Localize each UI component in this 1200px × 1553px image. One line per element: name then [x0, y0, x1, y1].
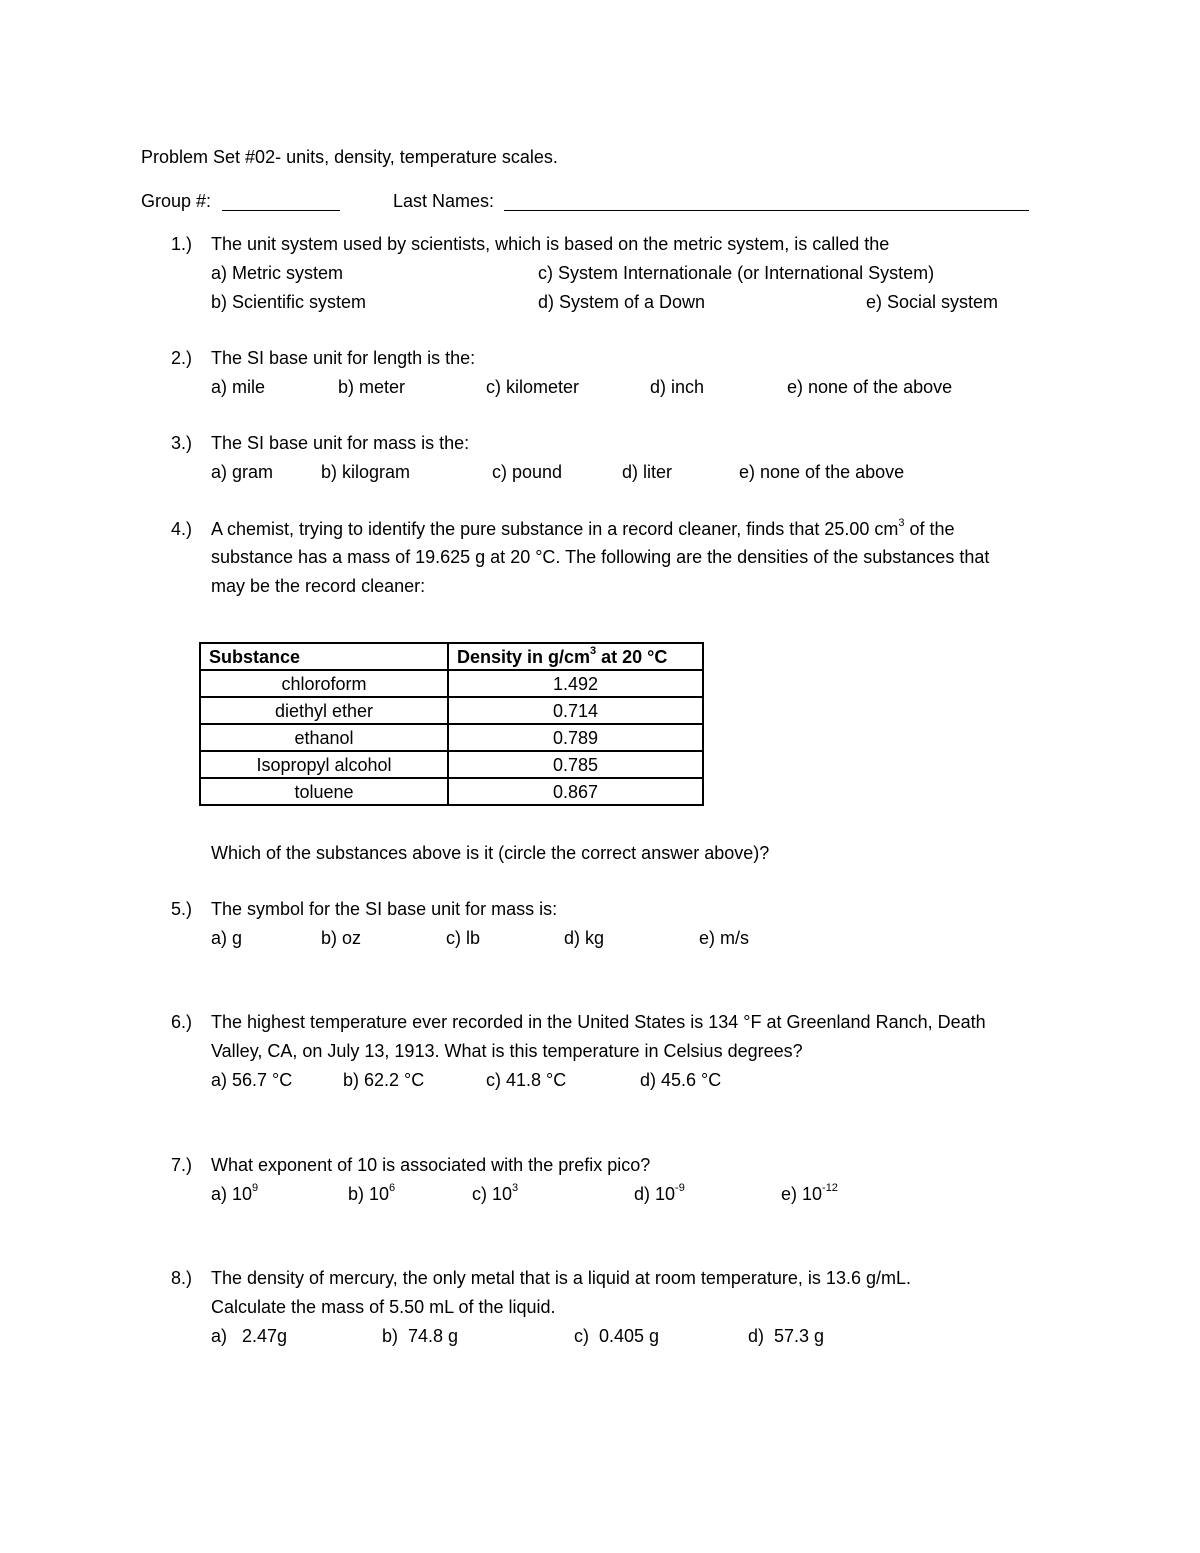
question-4-line-3: may be the record cleaner: [211, 576, 426, 596]
q7-d-base: d) 10 [634, 1184, 676, 1204]
question-4-line-1 [211, 518, 955, 540]
density-cell: 1.492 [448, 670, 703, 697]
density-cell: 0.714 [448, 697, 703, 724]
question-number: 8.) [171, 1268, 193, 1288]
q7-option-e [781, 1183, 838, 1205]
q7-c-base: c) 10 [472, 1184, 513, 1204]
q7-c-exponent: 3 [512, 1182, 519, 1194]
q5-option-a: a) g [211, 928, 243, 948]
substance-cell: toluene [200, 778, 448, 805]
q7-a-base: a) 10 [211, 1184, 253, 1204]
substance-cell: chloroform [200, 670, 448, 697]
q5-option-d: d) kg [564, 928, 605, 948]
density-table [199, 642, 704, 806]
q6-option-a: a) 56.7 °C [211, 1070, 293, 1090]
q1-option-d: d) System of a Down [538, 292, 706, 312]
table-row [200, 670, 703, 697]
q1-option-a: a) Metric system [211, 263, 344, 283]
q3-option-e: e) none of the above [739, 462, 905, 482]
q7-option-b [348, 1183, 395, 1205]
question-number: 5.) [171, 899, 193, 919]
column-header-density [448, 643, 703, 670]
q1-option-c: c) System Internationale (or International System) [538, 263, 935, 283]
density-header-text: Density in g/cm [457, 646, 591, 667]
column-header-substance: Substance [200, 643, 448, 670]
question-1-text: The unit system used by scientists, which is based on the metric system, is called the [211, 234, 890, 254]
q8-option-b: b) 74.8 g [382, 1326, 459, 1346]
q6-option-c: c) 41.8 °C [486, 1070, 567, 1090]
q3-option-c: c) pound [492, 462, 563, 482]
question-6-line-2: Valley, CA, on July 13, 1913. What is this temperature in Celsius degrees? [211, 1041, 803, 1061]
table-header-row [200, 643, 703, 670]
question-number: 3.) [171, 433, 193, 453]
q8-option-d: d) 57.3 g [748, 1326, 825, 1346]
question-number: 1.) [171, 234, 193, 254]
density-cell: 0.789 [448, 724, 703, 751]
names-label: Last Names: [393, 191, 495, 211]
page-title: Problem Set #02- units, density, temperature scales. [141, 147, 558, 167]
q7-option-c [472, 1183, 518, 1205]
q5-option-b: b) oz [321, 928, 362, 948]
q2-option-c: c) kilometer [486, 377, 580, 397]
question-4-followup: Which of the substances above is it (circle the correct answer above)? [211, 843, 770, 863]
substance-cell: diethyl ether [200, 697, 448, 724]
table-row [200, 697, 703, 724]
question-3-text: The SI base unit for mass is the: [211, 433, 470, 453]
q3-option-d: d) liter [622, 462, 673, 482]
q4-line1-text: A chemist, trying to identify the pure substance in a record cleaner, finds that 25.00 cm [211, 519, 899, 539]
q7-e-base: e) 10 [781, 1184, 823, 1204]
question-number: 2.) [171, 348, 193, 368]
q7-a-exponent: 9 [252, 1182, 259, 1194]
names-blank-line[interactable] [504, 210, 1029, 211]
q4-line1-superscript: 3 [898, 517, 905, 529]
q1-option-e: e) Social system [866, 292, 999, 312]
question-8-line-2: Calculate the mass of 5.50 mL of the liquid. [211, 1297, 556, 1317]
q7-option-a [211, 1183, 258, 1205]
q8-option-a: a) 2.47g [211, 1326, 288, 1346]
q5-option-e: e) m/s [699, 928, 750, 948]
q1-option-b: b) Scientific system [211, 292, 367, 312]
q7-option-d [634, 1183, 685, 1205]
substance-cell: ethanol [200, 724, 448, 751]
question-number: 7.) [171, 1155, 193, 1175]
density-header-superscript: 3 [590, 644, 597, 657]
question-5-text: The symbol for the SI base unit for mass is: [211, 899, 558, 919]
q6-option-b: b) 62.2 °C [343, 1070, 425, 1090]
question-6-line-1: The highest temperature ever recorded in the United States is 134 °F at Greenland Ranch, Death [211, 1012, 986, 1032]
substance-cell: Isopropyl alcohol [200, 751, 448, 778]
question-7-text: What exponent of 10 is associated with the prefix pico? [211, 1155, 651, 1175]
question-number: 6.) [171, 1012, 193, 1032]
q3-option-a: a) gram [211, 462, 274, 482]
q4-line1-tail: of the [904, 519, 955, 539]
q2-option-a: a) mile [211, 377, 266, 397]
q7-b-exponent: 6 [389, 1182, 396, 1194]
q2-option-e: e) none of the above [787, 377, 953, 397]
question-4-line-2: substance has a mass of 19.625 g at 20 °C. The following are the densities of the substances that [211, 547, 990, 567]
density-cell: 0.867 [448, 778, 703, 805]
q2-option-d: d) inch [650, 377, 705, 397]
density-cell: 0.785 [448, 751, 703, 778]
group-blank-line[interactable] [222, 210, 340, 211]
question-2-text: The SI base unit for length is the: [211, 348, 476, 368]
question-8-line-1: The density of mercury, the only metal that is a liquid at room temperature, is 13.6 g/mL. [211, 1268, 911, 1288]
table-row [200, 751, 703, 778]
q7-d-exponent: -9 [675, 1182, 685, 1194]
density-header-tail: at 20 °C [596, 646, 668, 667]
question-number: 4.) [171, 519, 193, 539]
group-label: Group #: [141, 191, 212, 211]
q2-option-b: b) meter [338, 377, 406, 397]
q8-option-c: c) 0.405 g [574, 1326, 660, 1346]
q7-b-base: b) 10 [348, 1184, 390, 1204]
q7-e-exponent: -12 [822, 1182, 838, 1194]
q6-option-d: d) 45.6 °C [640, 1070, 722, 1090]
table-row [200, 724, 703, 751]
table-row [200, 778, 703, 805]
q3-option-b: b) kilogram [321, 462, 411, 482]
q5-option-c: c) lb [446, 928, 481, 948]
